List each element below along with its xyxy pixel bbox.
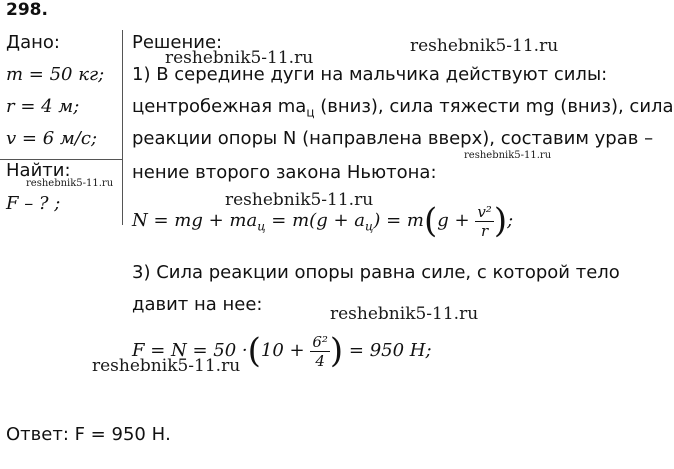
- solution-line-6: давит на нее:: [132, 294, 263, 315]
- equation-result: F = N = 50 ·(10 + $\frac{\text{6²}}{4}$ ) = 950 Н;: [132, 331, 432, 371]
- watermark: reshebnik5-11.ru: [26, 178, 114, 189]
- watermark: reshebnik5-11.ru: [165, 48, 314, 68]
- answer-line: Ответ: F = 950 Н.: [6, 424, 171, 445]
- watermark: reshebnik5-11.ru: [464, 150, 552, 161]
- solution-line-4: нение второго закона Ньютона:: [132, 162, 437, 183]
- solution-title: Решение:: [132, 32, 223, 53]
- problem-number: 298.: [6, 0, 48, 20]
- solution-line-5: 3) Сила реакции опоры равна силе, с которой тело: [132, 262, 620, 283]
- given-velocity: v = 6 м/с;: [6, 128, 98, 149]
- watermark: reshebnik5-11.ru: [410, 36, 559, 56]
- solution-line-3: реакции опоры N (направлена вверх), составим урав –: [132, 128, 654, 149]
- solution-line-2: центробежная $ma_ц$ (вниз), сила тяжести mg (вниз), сила: [132, 96, 674, 120]
- equation-newton: N = mg + $ma_ц = m(g + a_ц) = m(g$ + $\frac{\text{v²}}{r}$ );: [132, 201, 514, 241]
- find-item: F – ? ;: [6, 193, 61, 214]
- given-title: Дано:: [6, 32, 60, 53]
- watermark: reshebnik5-11.ru: [225, 190, 374, 210]
- find-title: Найти:: [6, 160, 71, 181]
- given-radius: r = 4 м;: [6, 96, 80, 117]
- fraction-v2-over-r: $\frac{\text{v²}}{r}$: [477, 202, 492, 240]
- given-mass: m = 50 кг;: [6, 64, 105, 85]
- watermark: reshebnik5-11.ru: [92, 356, 241, 376]
- watermark: reshebnik5-11.ru: [330, 304, 479, 324]
- vertical-divider: [122, 30, 123, 225]
- solution-line-1: 1) В середине дуги на мальчика действуют силы:: [132, 64, 608, 85]
- fraction-6sq-over-4: $\frac{\text{6²}}{4}$: [312, 332, 328, 370]
